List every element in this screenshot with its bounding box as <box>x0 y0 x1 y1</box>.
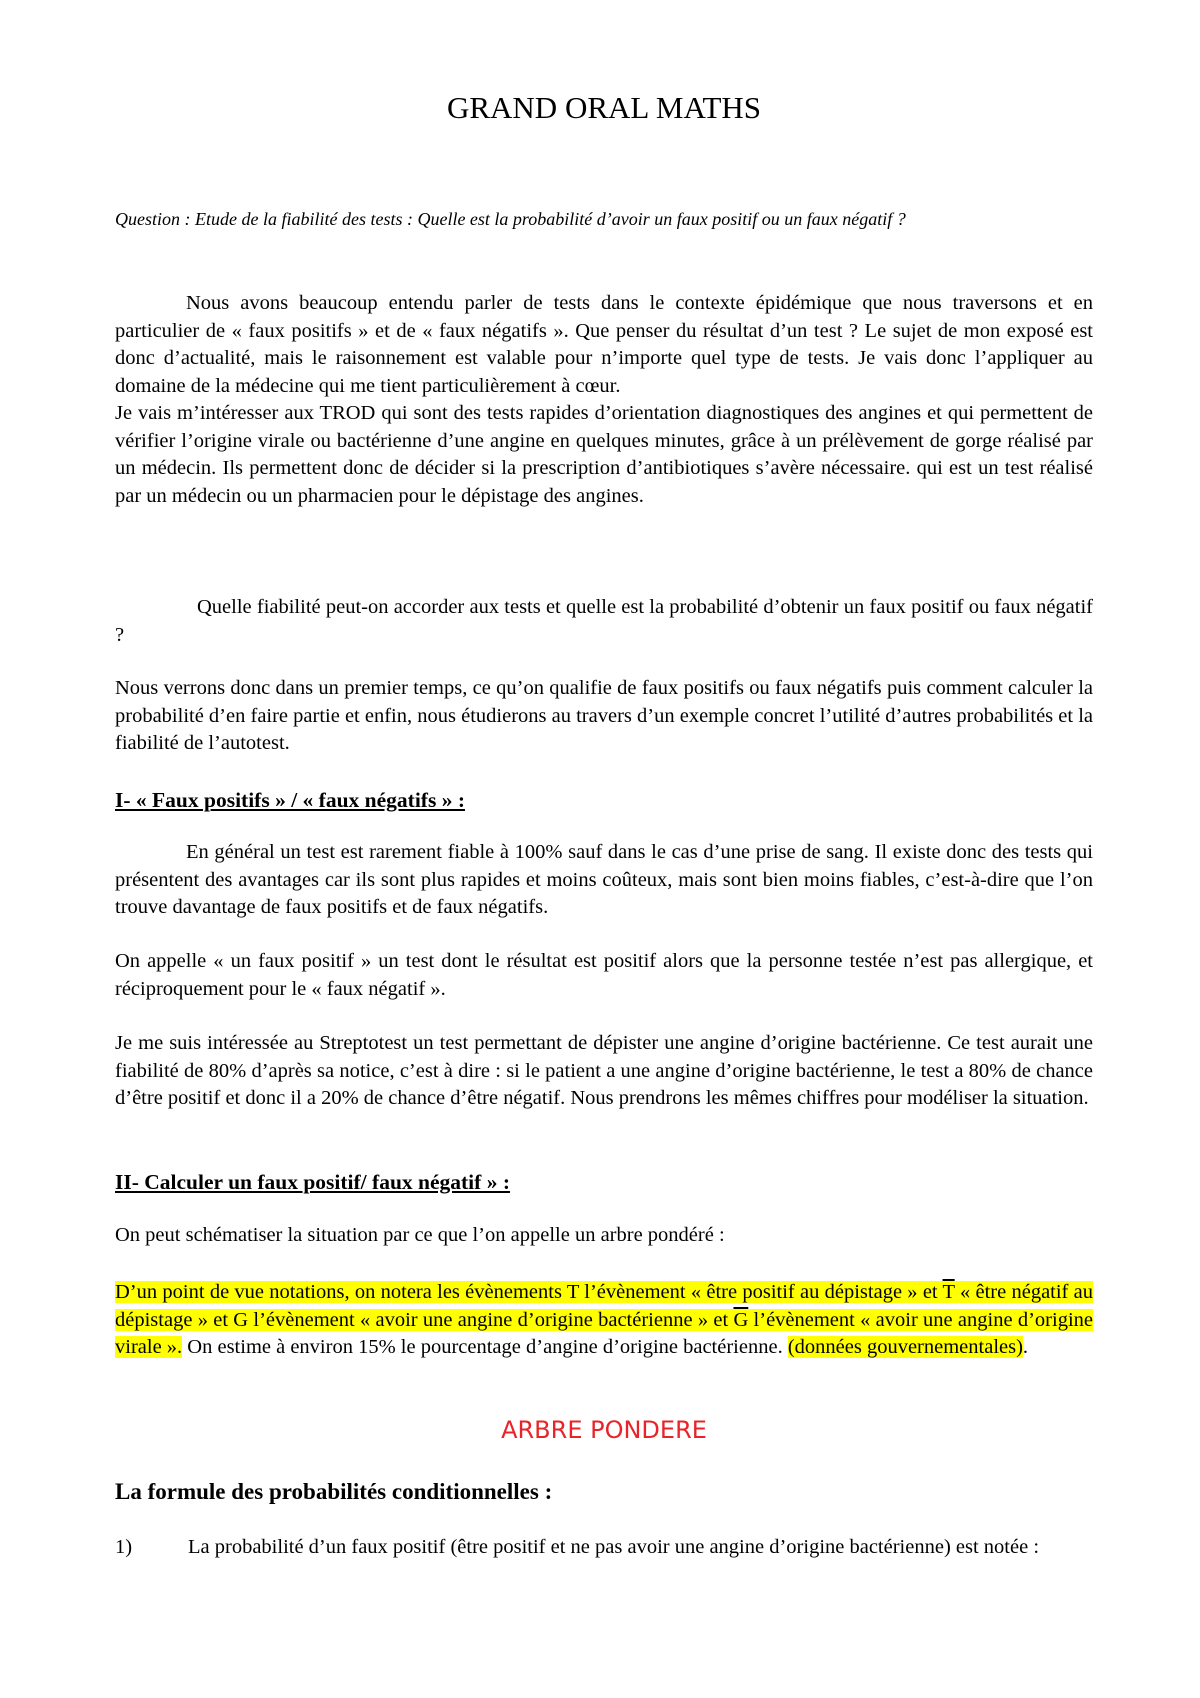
estimate-text: On estime à environ 15% le pourcentage d’angine d’origine bactérienne. <box>182 1336 788 1358</box>
list-item <box>115 1534 1093 1562</box>
section1-paragraph-2: On appelle « un faux positif » un test dont le résultat est positif alors que la personne testée n’est pas allergique, et réciproquement pour le « faux négatif ». <box>115 950 1093 1000</box>
notation-block <box>115 1279 1093 1362</box>
trod-paragraph: Je vais m’intéresser aux TROD qui sont des tests rapides d’orientation diagnostiques des angines et qui permettent de vérifier l’origine virale ou bactérienne d’une angine en quelques minutes, grâce à un prélèvement de gorge réalisé par un médecin. Ils permettent donc de décider si la prescription d’antibiotiques s’avère nécessaire. qui est un test réalisé par un médecin ou un pharmacien pour le dépistage des angines. <box>115 402 1093 507</box>
section1-paragraph-1: En général un test est rarement fiable à 100% sauf dans le cas d’une prise de sang. Il existe donc des tests qui présentent des avantages car ils sont plus rapides et moins coûteux, mais sont bien moins fiables, c’est-à-dire que l’on trouve davantage de faux positifs et de faux négatifs. <box>115 841 1093 918</box>
section2-heading: II- Calculer un faux positif/ faux négatif » : <box>115 1170 510 1194</box>
notation-highlight-b: « être négatif au dépistage » et G l’évènement « avoir une angine d’origine bactérienne » et <box>115 1281 1094 1331</box>
intro-block <box>115 290 1093 510</box>
document-title: GRAND ORAL MATHS <box>446 90 762 125</box>
intro-paragraph: Nous avons beaucoup entendu parler de tests dans le contexte épidémique que nous traversons et en particulier de « faux positifs » et de « faux négatifs ». Que penser du résultat d’un test ? Le sujet de mon exposé est donc d’actualité, mais le raisonnement est valable pour n’importe quel type de tests. Je vais donc l’appliquer au domaine de la médecine qui me tient particulièrement à cœur. <box>115 292 1093 397</box>
notation-paragraph <box>115 1279 1093 1362</box>
section1-p1-block <box>115 839 1093 922</box>
section1-p3-block <box>115 1030 1093 1113</box>
period: . <box>1022 1336 1029 1358</box>
list-item-text: La probabilité d’un faux positif (être positif et ne pas avoir une angine d’origine bactérienne) est notée : <box>188 1536 1040 1558</box>
t-bar-symbol: $\overline{T}$ <box>942 1281 955 1303</box>
list-item-number: 1) <box>115 1536 133 1558</box>
plan-block <box>115 675 1093 758</box>
section2-p1-block <box>115 1222 1093 1250</box>
formula-heading: La formule des probabilités conditionnelles : <box>115 1479 553 1504</box>
notation-highlight-a: D’un point de vue notations, on notera les évènements T l’évènement « être positif au dépistage » et <box>115 1281 943 1303</box>
section2-paragraph-1: On peut schématiser la situation par ce que l’on appelle un arbre pondéré : <box>115 1224 725 1246</box>
question-line: Question : Etude de la fiabilité des tests : Quelle est la probabilité d’avoir un faux positif ou un faux négatif ? <box>115 209 906 229</box>
arbre-pondere-label: ARBRE PONDERE <box>501 1416 707 1444</box>
plan-paragraph: Nous verrons donc dans un premier temps, ce qu’on qualifie de faux positifs ou faux négatifs puis comment calculer la probabilité d’en faire partie et enfin, nous étudierons au travers d’un exemple concret l’utilité d’autres probabilités et la fiabilité de l’autotest. <box>115 677 1093 754</box>
problem-block <box>115 594 1093 649</box>
section1-heading: I- « Faux positifs » / « faux négatifs » : <box>115 788 465 812</box>
section1-p2-block <box>115 948 1093 1003</box>
section1-paragraph-3: Je me suis intéressée au Streptotest un test permettant de dépister une angine d’origine bactérienne. Ce test aurait une fiabilité de 80% d’après sa notice, c’est à dire : si le patient a une angine d’origine bactérienne, le test a 80% de chance d’être positif et donc il a 20% de chance d’être négatif. Nous prendrons les mêmes chiffres pour modéliser la situation. <box>115 1032 1093 1109</box>
source-highlight: (données gouvernementales) <box>787 1336 1023 1358</box>
g-bar-symbol: $\overline{G}$ <box>733 1308 749 1331</box>
notation-highlight-c: l’évènement « avoir une angine d’origine virale ». <box>115 1308 1093 1358</box>
problem-paragraph: Quelle fiabilité peut-on accorder aux tests et quelle est la probabilité d’obtenir un faux positif ou faux négatif ? <box>115 596 1093 646</box>
